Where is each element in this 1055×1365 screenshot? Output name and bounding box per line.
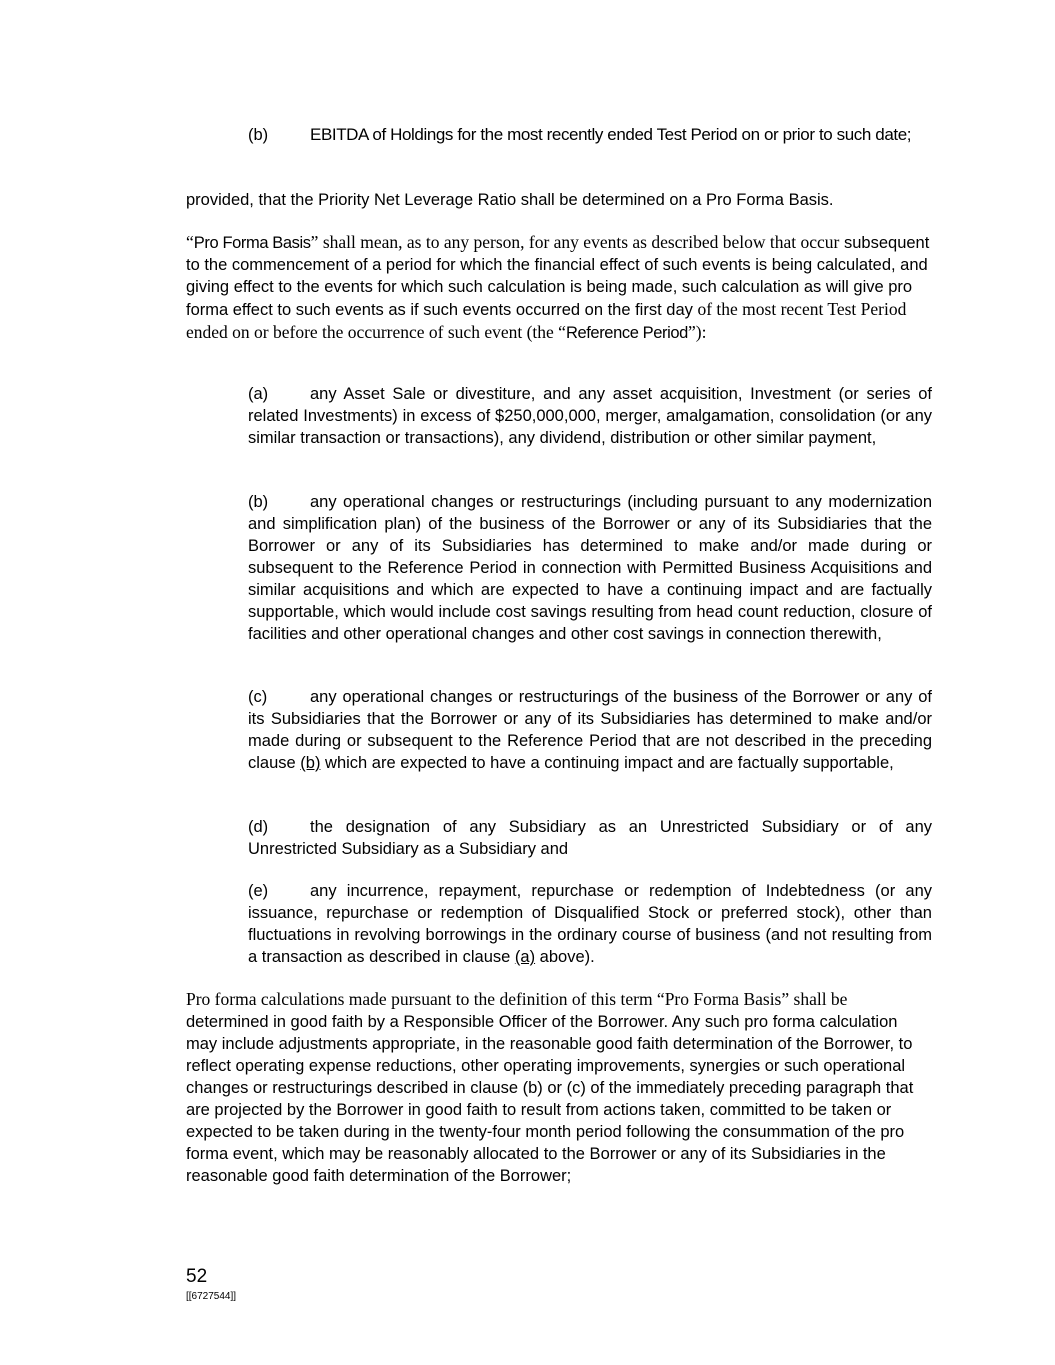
definition-serif-tail: of the most recent Test Period ended on or before the occurrence of such event (the “ xyxy=(186,299,907,342)
defined-term: Pro Forma Basis xyxy=(193,234,311,252)
clause-text: any operational changes or restructurings of the business of the Borrower or any of its Subsidiaries that the Borrower or any of its Subsidiaries has determined to make and/or made during or subsequent to the Reference Period that are not described in the preceding clause xyxy=(248,688,932,772)
closing-serif-text: Pro forma calculations made pursuant to the definition of this term “Pro Forma Basis” shall be xyxy=(186,989,848,1009)
clause-label: (c) xyxy=(248,688,268,706)
clause-b xyxy=(248,491,932,645)
open-quote: “ xyxy=(186,232,194,252)
definition-serif-text: shall mean, as to any person, for any events as described below that occur xyxy=(318,232,840,252)
close-quote: ” xyxy=(310,232,319,252)
closing-paragraph xyxy=(186,988,932,1187)
clause-text: above). xyxy=(535,948,595,966)
clause-text: the designation of any Subsidiary as an Unrestricted Subsidiary or of any Unrestricted Subsidiary as a Subsidiary and xyxy=(248,818,932,858)
reference-close: ”): xyxy=(687,322,707,342)
clause-a xyxy=(248,383,932,449)
clause-label: (d) xyxy=(248,818,269,836)
document-id: [[6727544]] xyxy=(186,1291,237,1302)
proviso-paragraph: provided, that the Priority Net Leverage Ratio shall be determined on a Pro Forma Basis. xyxy=(186,191,834,209)
clause-label: (a) xyxy=(248,385,269,403)
definition-paragraph xyxy=(186,231,932,344)
clause-d xyxy=(248,816,932,860)
clause-text: which are expected to have a continuing impact and are factually supportable, xyxy=(320,754,894,772)
clause-text: any incurrence, repayment, repurchase or redemption of Indebtedness (or any issuance, repurchase or redemption of Disqualified Stock or preferred stock), other than fluctuations in revolving borrowings in the ordinary course of business (and not resulting from a transaction as described in clause xyxy=(248,882,932,966)
clause-label: (b) xyxy=(248,126,269,144)
clause-text: any Asset Sale or divestiture, and any asset acquisition, Investment (or series of related Investments) in excess of $250,000,000, merger, amalgamation, consolidation (or any similar transaction or transactions), any dividend, distribution or other similar payment, xyxy=(248,385,932,447)
definition-body: subsequent to the commencement of a period for which the financial effect of such events is being calculated, and giving effect to the events for which such calculation is being made, such calculation as will give pro forma effect to such events as if such events occurred on the first day xyxy=(186,234,930,319)
clause-label: (b) xyxy=(248,493,269,511)
clause-c xyxy=(248,686,932,774)
page-number: 52 xyxy=(186,1266,208,1287)
clause-b-intro xyxy=(248,124,932,146)
clause-cross-reference: (a) xyxy=(514,948,536,966)
reference-period-term: Reference Period xyxy=(565,324,688,342)
closing-body: determined in good faith by a Responsible Officer of the Borrower. Any such pro forma calculation may include adjustments appropriate, in the reasonable good faith determination of the Borrower, to reflect operating expense reductions, other operating improvements, synergies or such operational changes or restructurings described in clause (b) or (c) of the immediately preceding paragraph that are projected by the Borrower in good faith to result from actions taken, committed to be taken or expected to be taken during in the twenty-four month period following the consummation of the pro forma event, which may be reasonably allocated to the Borrower or any of its Subsidiaries in the reasonable good faith determination of the Borrower; xyxy=(186,1013,914,1185)
clause-cross-reference: (b) xyxy=(300,754,321,772)
clause-text: any operational changes or restructurings (including pursuant to any modernization and simplification plan) of the business of the Borrower or any of its Subsidiaries that the Borrower or any of its Subsidiaries has determined to make and/or made during or subsequent to the Reference Period in connection with Permitted Business Acquisitions and similar acquisitions and which are expected to have a continuing impact and are factually supportable, which would include cost savings resulting from head count reduction, closure of facilities and other operational changes and other cost savings in connection therewith, xyxy=(248,493,932,643)
clause-label: (e) xyxy=(248,882,269,900)
clause-text: EBITDA of Holdings for the most recently ended Test Period on or prior to such date; xyxy=(310,125,912,144)
clause-e xyxy=(248,880,932,968)
